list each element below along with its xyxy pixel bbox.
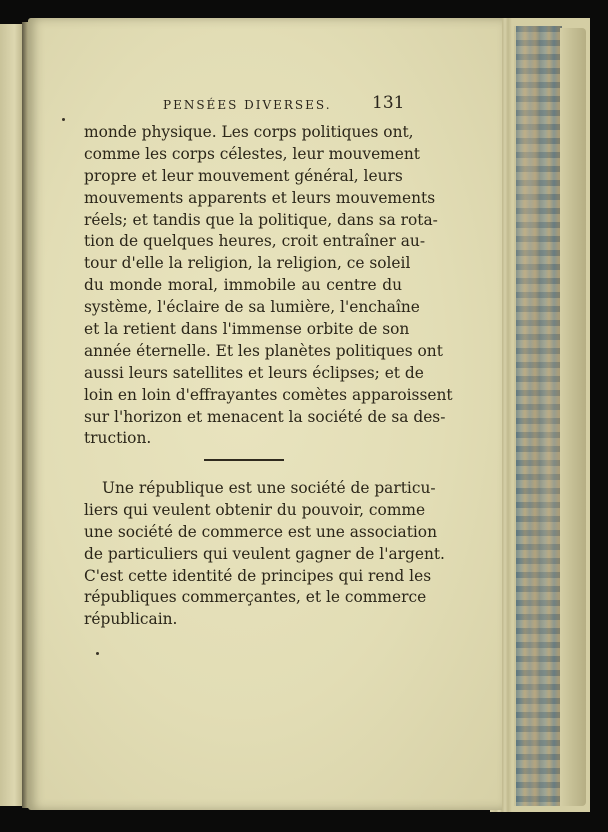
text-line: liers qui veulent obtenir du pouvoir, comme: [84, 500, 426, 519]
text-line: de particuliers qui veulent gagner de l'argent.: [84, 544, 445, 563]
text-line: républiques commerçantes, et le commerce: [84, 588, 427, 607]
page-number: 131: [372, 93, 405, 113]
text-line: Une république est une société de particu-: [102, 479, 436, 497]
text-line: propre et leur mouvement général, leurs: [84, 166, 403, 185]
text-line: réels; et tandis que la politique, dans sa rota-: [84, 210, 438, 229]
paragraph-2: [84, 478, 445, 631]
text-line: aussi leurs satellites et leurs éclipses; et de: [84, 363, 424, 382]
text-line: tion de quelques heures, croit entraîner au-: [84, 232, 426, 251]
text-line: du monde moral, immobile au centre du: [84, 276, 402, 295]
marbled-fore-edge: [514, 26, 562, 806]
ink-speck: [62, 118, 65, 121]
text-line: une société de commerce est une association: [84, 522, 437, 541]
text-line: truction.: [84, 429, 152, 448]
text-line: C'est cette identité de principes qui rend les: [84, 566, 432, 585]
ink-speck: [96, 652, 99, 655]
text-line: tour d'elle la religion, la religion, ce soleil: [84, 254, 411, 273]
text-line: sur l'horizon et menacent la société de sa des-: [84, 407, 446, 426]
text-line: et la retient dans l'immense orbite de son: [84, 320, 410, 339]
book-cover-edge: [560, 28, 586, 806]
facing-page-edge: [0, 24, 24, 806]
paragraph-1: [84, 122, 453, 450]
text-line: année éternelle. Et les planètes politiques ont: [84, 341, 443, 360]
text-line: loin en loin d'effrayantes comètes apparoissent: [84, 385, 453, 404]
text-line: républicain.: [84, 610, 178, 629]
text-line: mouvements apparents et leurs mouvements: [84, 188, 436, 207]
text-line: monde physique. Les corps politiques ont,: [84, 123, 414, 141]
text-line: système, l'éclaire de sa lumière, l'enchaîne: [84, 298, 420, 317]
text-line: comme les corps célestes, leur mouvement: [84, 144, 420, 163]
section-separator: [204, 459, 284, 461]
running-head: PENSÉES DIVERSES.: [163, 98, 332, 112]
